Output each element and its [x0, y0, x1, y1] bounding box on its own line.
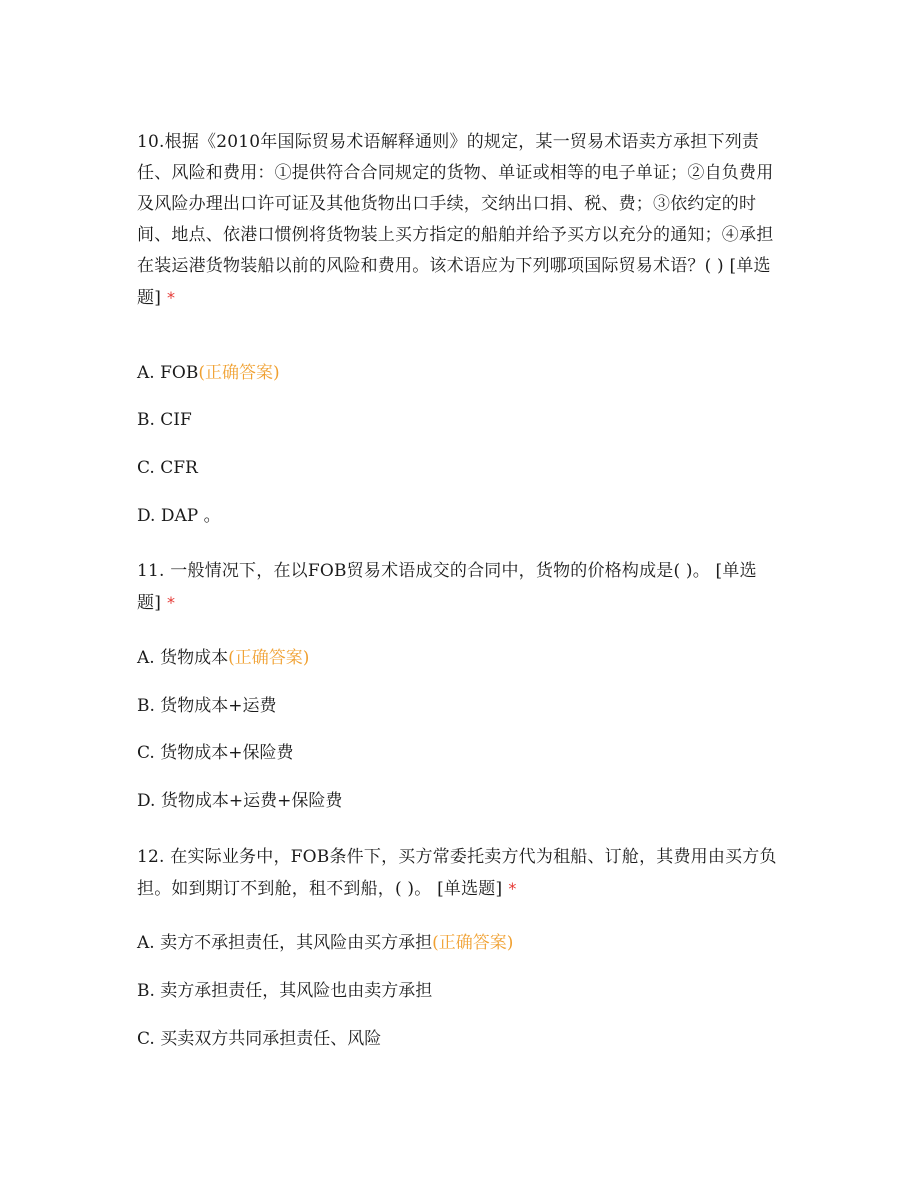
- option-q11-b[interactable]: [137, 694, 787, 718]
- correct-answer-note: (正确答案): [228, 648, 310, 668]
- option-label: D. DAP 。: [137, 506, 221, 526]
- option-label: B. 货物成本+运费: [137, 696, 277, 716]
- option-q12-b[interactable]: [137, 979, 787, 1003]
- required-marker: *: [167, 288, 176, 307]
- option-label: B. 卖方承担责任，其风险也由卖方承担: [137, 981, 433, 1001]
- correct-answer-note: (正确答案): [432, 933, 514, 953]
- option-label: C. 货物成本+保险费: [137, 743, 294, 763]
- option-q10-d[interactable]: [137, 504, 787, 528]
- option-q10-c[interactable]: [137, 456, 787, 480]
- option-q11-a[interactable]: [137, 646, 787, 670]
- option-label: B. CIF: [137, 410, 192, 430]
- option-label: D. 货物成本+运费+保险费: [137, 791, 343, 811]
- question-10: [137, 127, 787, 314]
- option-label: A. 卖方不承担责任，其风险由买方承担: [137, 933, 433, 953]
- option-q10-b[interactable]: [137, 408, 787, 432]
- correct-answer-note: (正确答案): [198, 363, 280, 383]
- option-q12-c[interactable]: [137, 1027, 787, 1051]
- question-type: [单选题]: [137, 561, 757, 613]
- option-label: C. 买卖双方共同承担责任、风险: [137, 1029, 382, 1049]
- question-text: 12. 在实际业务中，FOB条件下，买方常委托卖方代为租船、订舱，其费用由买方负担。如到期订不到舱，租不到船，( )。: [137, 847, 777, 899]
- required-marker: *: [508, 879, 517, 898]
- option-label: A. 货物成本: [137, 648, 229, 668]
- option-q12-a[interactable]: [137, 931, 787, 955]
- option-q10-a[interactable]: [137, 361, 787, 385]
- question-12: [137, 842, 787, 905]
- option-q11-d[interactable]: [137, 789, 787, 813]
- required-marker: *: [167, 593, 176, 612]
- option-q11-c[interactable]: [137, 741, 787, 765]
- question-type: [单选题]: [437, 879, 503, 899]
- option-label: A. FOB: [137, 363, 199, 383]
- option-label: C. CFR: [137, 458, 198, 478]
- question-type: [单选题]: [137, 256, 771, 308]
- question-text: 11. 一般情况下，在以FOB贸易术语成交的合同中，货物的价格构成是( )。: [137, 561, 710, 581]
- question-text: 10.根据《2010年国际贸易术语解释通则》的规定，某一贸易术语卖方承担下列责任、风险和费用：①提供符合合同规定的货物、单证或相等的电子单证；②自负费用及风险办理出口许可证及其他货物出口手续，交纳出口捐、税、费；③依约定的时间、地点、依港口惯例将货物装上买方指定的船舶并给予买方以充分的通知；④承担在装运港货物装船以前的风险和费用。该术语应为下列哪项国际贸易术语？( ): [137, 132, 774, 276]
- question-11: [137, 556, 787, 619]
